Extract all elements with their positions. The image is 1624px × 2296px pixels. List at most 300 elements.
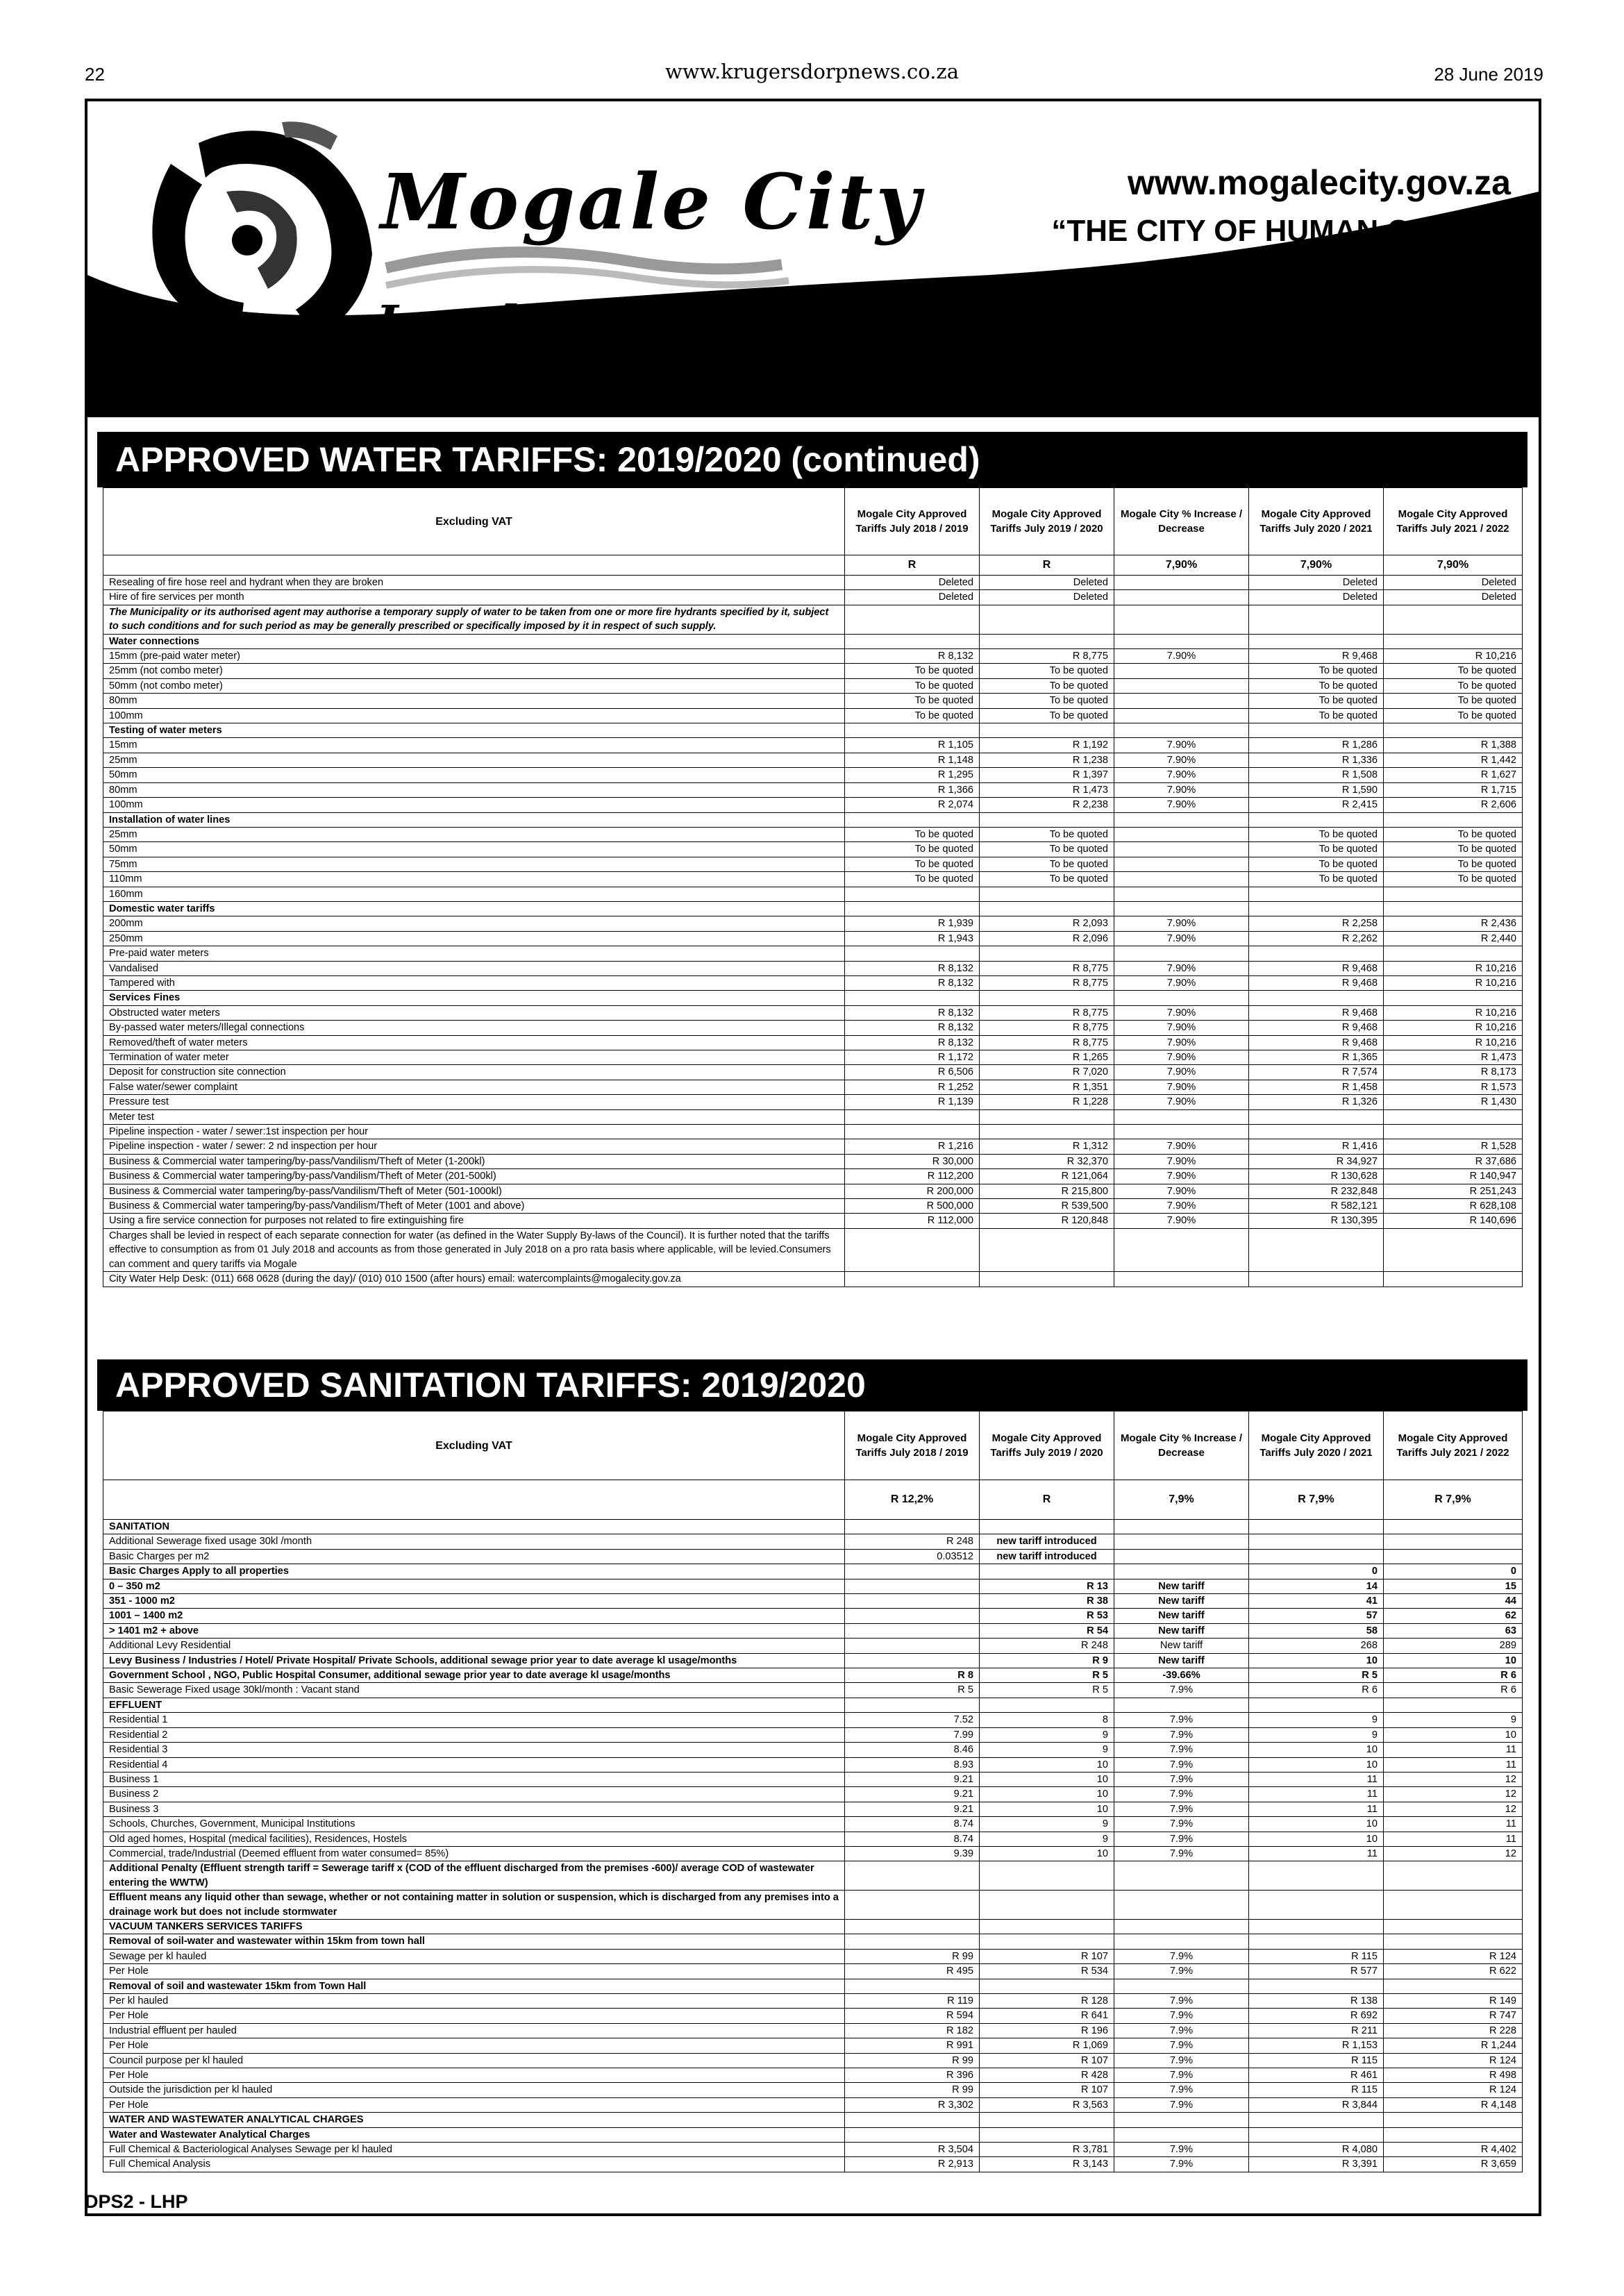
tariff-cell — [1249, 723, 1384, 738]
tariff-cell: R 99 — [845, 1949, 980, 1963]
row-label: Schools, Churches, Government, Municipal Institutions — [103, 1817, 845, 1832]
tariff-cell: 10 — [1384, 1653, 1523, 1668]
unit-cell — [103, 555, 845, 576]
tariff-cell: R 10,216 — [1384, 1035, 1523, 1050]
table-row — [103, 1021, 1523, 1035]
logo-subtitle: Local Municipality — [376, 296, 869, 351]
tariff-cell: R 8,775 — [980, 1035, 1114, 1050]
table-row — [103, 605, 1523, 634]
tariff-cell: 7.90% — [1114, 1065, 1249, 1080]
tariff-cell — [1249, 946, 1384, 961]
tariff-cell — [1384, 1979, 1523, 1993]
row-label: Old aged homes, Hospital (medical facilities), Residences, Hostels — [103, 1832, 845, 1846]
tariff-cell: R 128 — [980, 1994, 1114, 2009]
table-row — [103, 694, 1523, 708]
tariff-cell: R 8,775 — [980, 1005, 1114, 1020]
tariff-cell: R 1,442 — [1384, 753, 1523, 767]
tariff-cell: R 53 — [980, 1609, 1114, 1623]
tariff-cell — [1384, 1228, 1523, 1271]
tariff-cell: R 461 — [1249, 2068, 1384, 2083]
tariff-cell: R 115 — [1249, 1949, 1384, 1963]
tariff-cell — [1384, 1861, 1523, 1891]
tariff-cell: 7.90% — [1114, 931, 1249, 946]
row-label: 160mm — [103, 887, 845, 901]
tariff-cell: R 10,216 — [1384, 649, 1523, 664]
tariff-cell: 268 — [1249, 1639, 1384, 1653]
row-label: Sewage per kl hauled — [103, 1949, 845, 1963]
tariff-cell: R 121,064 — [980, 1169, 1114, 1184]
tariff-cell: 10 — [1249, 1832, 1384, 1846]
row-label: 50mm — [103, 768, 845, 782]
tariff-cell — [980, 723, 1114, 738]
row-label: Pressure test — [103, 1095, 845, 1109]
tariff-cell — [1114, 590, 1249, 605]
tariff-cell: To be quoted — [980, 857, 1114, 871]
table-row — [103, 798, 1523, 812]
tariff-cell — [1114, 664, 1249, 678]
tariff-cell — [1114, 1125, 1249, 1139]
tariff-cell: R 1,715 — [1384, 782, 1523, 797]
row-label: Vandalised — [103, 961, 845, 975]
tariff-cell: 7.9% — [1114, 2038, 1249, 2053]
row-label: Water and Wastewater Analytical Charges — [103, 2127, 845, 2142]
tariff-cell: 0 — [1249, 1564, 1384, 1579]
tariff-cell: new tariff introduced — [980, 1534, 1114, 1549]
tariff-cell: R 1,312 — [980, 1139, 1114, 1154]
tariff-cell: 8 — [980, 1713, 1114, 1727]
tariff-cell — [845, 1919, 980, 1934]
table-row — [103, 1065, 1523, 1080]
tariff-cell: R 3,659 — [1384, 2157, 1523, 2172]
table-row — [103, 1214, 1523, 1228]
table-row — [103, 1994, 1523, 2009]
header-year-3: Mogale City % Increase / Decrease — [1114, 488, 1249, 555]
tariff-cell: R 1,069 — [980, 2038, 1114, 2053]
header-year-5: Mogale City Approved Tariffs July 2021 / 2022 — [1384, 488, 1523, 555]
tariff-cell — [1114, 1934, 1249, 1949]
tariff-cell: 62 — [1384, 1609, 1523, 1623]
tariff-cell — [1384, 2127, 1523, 2142]
tariff-cell: 7.90% — [1114, 1154, 1249, 1168]
tariff-cell — [980, 634, 1114, 648]
row-label: 250mm — [103, 931, 845, 946]
tariff-cell: 7.90% — [1114, 649, 1249, 664]
tariff-cell: To be quoted — [845, 694, 980, 708]
tariff-cell: R 2,096 — [980, 931, 1114, 946]
tariff-cell: R 1,172 — [845, 1050, 980, 1065]
tariff-cell: 9 — [980, 1832, 1114, 1846]
column-header-row — [103, 488, 1523, 555]
tariff-cell: To be quoted — [845, 827, 980, 841]
tariff-cell: R 8,775 — [980, 649, 1114, 664]
table-row — [103, 1050, 1523, 1065]
tariff-cell: R 130,628 — [1249, 1169, 1384, 1184]
header-label: Excluding VAT — [103, 1411, 845, 1480]
table-row — [103, 1713, 1523, 1727]
tariff-cell: To be quoted — [845, 842, 980, 857]
tariff-cell — [1249, 1919, 1384, 1934]
tariff-cell: To be quoted — [845, 664, 980, 678]
tariff-cell: R 4,148 — [1384, 2097, 1523, 2112]
tariff-cell: To be quoted — [1384, 708, 1523, 723]
tariff-cell: R 37,686 — [1384, 1154, 1523, 1168]
tariff-cell: R 140,947 — [1384, 1169, 1523, 1184]
table-row — [103, 1639, 1523, 1653]
row-label: Removed/theft of water meters — [103, 1035, 845, 1050]
row-label: Business 2 — [103, 1787, 845, 1802]
tariff-cell: To be quoted — [980, 678, 1114, 693]
page-number: 22 — [85, 64, 105, 85]
tariff-cell: To be quoted — [1249, 678, 1384, 693]
tariff-cell — [845, 812, 980, 827]
tariff-cell: R 3,781 — [980, 2143, 1114, 2157]
tariff-cell — [1249, 1861, 1384, 1891]
tariff-cell: R 112,200 — [845, 1169, 980, 1184]
table-row — [103, 1623, 1523, 1638]
tariff-cell: 7.9% — [1114, 1772, 1249, 1786]
tariff-cell: To be quoted — [1384, 694, 1523, 708]
table-row — [103, 1817, 1523, 1832]
tariff-cell — [980, 887, 1114, 901]
tariff-cell — [845, 605, 980, 634]
tariff-cell: 8.46 — [845, 1743, 980, 1757]
municipality-website[interactable]: www.mogalecity.gov.za — [1128, 163, 1511, 202]
tariff-cell: R 1,573 — [1384, 1080, 1523, 1094]
header-year-2: Mogale City Approved Tariffs July 2019 / 2020 — [980, 488, 1114, 555]
tariff-cell: R 8,132 — [845, 975, 980, 990]
row-label: Full Chemical Analysis — [103, 2157, 845, 2172]
row-label: Testing of water meters — [103, 723, 845, 738]
tariff-cell: 10 — [1249, 1743, 1384, 1757]
tariff-cell: R 6,506 — [845, 1065, 980, 1080]
tariff-cell — [845, 1564, 980, 1579]
tariff-cell: R 5 — [1249, 1668, 1384, 1683]
tariff-cell: New tariff — [1114, 1609, 1249, 1623]
tariff-cell — [1384, 1520, 1523, 1534]
tariff-cell: 7.90% — [1114, 1169, 1249, 1184]
tariff-cell: R 1,627 — [1384, 768, 1523, 782]
tariff-cell — [1249, 1549, 1384, 1564]
row-label: 50mm — [103, 842, 845, 857]
unit-cell: 7,90% — [1249, 555, 1384, 576]
table-row — [103, 1668, 1523, 1683]
row-label: City Water Help Desk: (011) 668 0628 (during the day)/ (010) 010 1500 (after hours) email: watercomplaints@mogalecity.gov.za — [103, 1272, 845, 1287]
tariff-cell: R 2,913 — [845, 2157, 980, 2172]
tariff-cell: 9 — [980, 1727, 1114, 1742]
table-row — [103, 590, 1523, 605]
table-row — [103, 975, 1523, 990]
tariff-cell: To be quoted — [980, 827, 1114, 841]
table-row — [103, 1743, 1523, 1757]
tariff-cell: Deleted — [845, 590, 980, 605]
tariff-cell — [1114, 1564, 1249, 1579]
tariff-cell: R 2,415 — [1249, 798, 1384, 812]
table-row — [103, 576, 1523, 590]
tariff-cell: R 9,468 — [1249, 1021, 1384, 1035]
table-row — [103, 946, 1523, 961]
tariff-cell — [980, 1698, 1114, 1712]
tariff-cell — [1114, 991, 1249, 1005]
table-row — [103, 901, 1523, 916]
table-row — [103, 2113, 1523, 2127]
tariff-cell: R 8,132 — [845, 649, 980, 664]
tariff-cell: R 124 — [1384, 2083, 1523, 2097]
tariff-cell: R 115 — [1249, 2083, 1384, 2097]
tariff-cell: R 2,440 — [1384, 931, 1523, 946]
tariff-cell — [1249, 2113, 1384, 2127]
row-label: Basic Charges per m2 — [103, 1549, 845, 1564]
table-row — [103, 1727, 1523, 1742]
header-year-1: Mogale City Approved Tariffs July 2018 / 2019 — [845, 488, 980, 555]
tariff-cell — [845, 634, 980, 648]
tariff-cell: R 182 — [845, 2023, 980, 2038]
tariff-cell — [1114, 576, 1249, 590]
table-row — [103, 1035, 1523, 1050]
tariff-cell — [1384, 605, 1523, 634]
tariff-cell: R 396 — [845, 2068, 980, 2083]
tariff-cell — [1114, 1919, 1249, 1934]
table-row — [103, 782, 1523, 797]
tariff-cell: R 539,500 — [980, 1199, 1114, 1214]
tariff-cell: R 1,430 — [1384, 1095, 1523, 1109]
tariff-cell: R 112,000 — [845, 1214, 980, 1228]
tariff-cell: R 6 — [1384, 1683, 1523, 1698]
tariff-cell — [1249, 1272, 1384, 1287]
table-row — [103, 708, 1523, 723]
table-row — [103, 1698, 1523, 1712]
header-year-4: Mogale City Approved Tariffs July 2020 / 2021 — [1249, 1411, 1384, 1480]
tariff-cell: R 232,848 — [1249, 1184, 1384, 1198]
tariff-cell — [1249, 1520, 1384, 1534]
tariff-cell: R 3,143 — [980, 2157, 1114, 2172]
tariff-cell — [1384, 901, 1523, 916]
units-row — [103, 555, 1523, 576]
tariff-cell — [845, 1228, 980, 1271]
tariff-cell: R 99 — [845, 2053, 980, 2068]
table-row — [103, 842, 1523, 857]
tariff-cell — [1384, 634, 1523, 648]
tariff-cell: To be quoted — [980, 664, 1114, 678]
tariff-cell: 7.90% — [1114, 975, 1249, 990]
table-row — [103, 1139, 1523, 1154]
tariff-cell: R 196 — [980, 2023, 1114, 2038]
table-row — [103, 887, 1523, 901]
row-label: 100mm — [103, 798, 845, 812]
tariff-cell — [845, 887, 980, 901]
tariff-cell: R 3,302 — [845, 2097, 980, 2112]
tariff-cell — [1114, 1272, 1249, 1287]
tariff-cell: R 747 — [1384, 2009, 1523, 2023]
tariff-cell: 8.74 — [845, 1817, 980, 1832]
header-year-3: Mogale City % Increase / Decrease — [1114, 1411, 1249, 1480]
table-row — [103, 1109, 1523, 1124]
row-label: 80mm — [103, 782, 845, 797]
table-row — [103, 1564, 1523, 1579]
tariff-cell: 7.9% — [1114, 1727, 1249, 1742]
tariff-cell: 11 — [1249, 1846, 1384, 1861]
tariff-cell — [845, 901, 980, 916]
tariff-cell — [845, 1979, 980, 1993]
tariff-cell — [1114, 1698, 1249, 1712]
unit-cell: R — [980, 555, 1114, 576]
tariff-cell — [1384, 1934, 1523, 1949]
row-label: Hire of fire services per month — [103, 590, 845, 605]
tariff-cell — [980, 2113, 1114, 2127]
tariff-cell: R 9,468 — [1249, 1035, 1384, 1050]
tariff-cell: 7.9% — [1114, 1713, 1249, 1727]
tariff-cell — [1114, 946, 1249, 961]
tariff-cell: R 8,132 — [845, 1021, 980, 1035]
table-row — [103, 991, 1523, 1005]
tariff-cell: Deleted — [980, 576, 1114, 590]
tariff-cell: 9 — [980, 1743, 1114, 1757]
tariff-cell: 7.90% — [1114, 1080, 1249, 1094]
tariff-cell: R 107 — [980, 1949, 1114, 1963]
tariff-cell: 7.90% — [1114, 1184, 1249, 1198]
tariff-cell: R 140,696 — [1384, 1214, 1523, 1228]
row-label: Resealing of fire hose reel and hydrant when they are broken — [103, 576, 845, 590]
slogan: “THE CITY OF HUMAN ORIGIN” — [1051, 214, 1511, 248]
row-label: Levy Business / Industries / Hotel/ Private Hospital/ Private Schools, additional sewage prior year to date average kl usage/months — [103, 1653, 845, 1668]
tariff-cell: R 1,528 — [1384, 1139, 1523, 1154]
row-label: 110mm — [103, 872, 845, 887]
table-row — [103, 2038, 1523, 2053]
tariff-cell: R 1,265 — [980, 1050, 1114, 1065]
row-label: Per Hole — [103, 2068, 845, 2083]
tariff-cell: 11 — [1384, 1832, 1523, 1846]
tariff-cell: To be quoted — [1384, 857, 1523, 871]
tariff-cell: R 9,468 — [1249, 649, 1384, 664]
tariff-cell: To be quoted — [1249, 842, 1384, 857]
unit-cell: 7,90% — [1384, 555, 1523, 576]
tariff-cell — [845, 1653, 980, 1668]
header-year-2: Mogale City Approved Tariffs July 2019 / 2020 — [980, 1411, 1114, 1480]
tariff-cell: R 9,468 — [1249, 961, 1384, 975]
tariff-cell: Deleted — [1249, 576, 1384, 590]
table-row — [103, 1534, 1523, 1549]
tariff-cell: R 107 — [980, 2053, 1114, 2068]
tariff-cell: R 54 — [980, 1623, 1114, 1638]
tariff-cell: 9.21 — [845, 1772, 980, 1786]
tariff-cell — [980, 1564, 1114, 1579]
tariff-cell: R 2,436 — [1384, 916, 1523, 931]
tariff-cell: 7.9% — [1114, 1964, 1249, 1979]
tariff-cell: R 99 — [845, 2083, 980, 2097]
tariff-cell — [1384, 1534, 1523, 1549]
tariff-cell: R 1,153 — [1249, 2038, 1384, 2053]
tariff-cell — [845, 991, 980, 1005]
tariff-cell — [980, 946, 1114, 961]
table-row — [103, 1154, 1523, 1168]
tariff-cell: 10 — [1384, 1727, 1523, 1742]
tariff-cell: 7.90% — [1114, 1021, 1249, 1035]
row-label: Removal of soil and wastewater 15km from Town Hall — [103, 1979, 845, 1993]
tariff-cell: 9 — [1249, 1727, 1384, 1742]
row-label: 100mm — [103, 708, 845, 723]
tariff-cell — [980, 605, 1114, 634]
tariff-cell: 11 — [1249, 1787, 1384, 1802]
tariff-cell: 9.21 — [845, 1787, 980, 1802]
tariff-cell: 7.9% — [1114, 1846, 1249, 1861]
tariff-cell: R 1,244 — [1384, 2038, 1523, 2053]
tariff-cell: R 115 — [1249, 2053, 1384, 2068]
tariff-cell: 7.90% — [1114, 961, 1249, 975]
tariff-cell: R 9,468 — [1249, 1005, 1384, 1020]
tariff-cell: R 2,093 — [980, 916, 1114, 931]
tariff-cell — [1114, 827, 1249, 841]
table-row — [103, 1579, 1523, 1593]
tariff-cell — [1249, 887, 1384, 901]
unit-cell: 7,9% — [1114, 1480, 1249, 1520]
tariff-cell: 12 — [1384, 1787, 1523, 1802]
tariff-cell — [845, 1520, 980, 1534]
tariff-cell: New tariff — [1114, 1639, 1249, 1653]
tariff-cell: R 13 — [980, 1579, 1114, 1593]
tariff-cell: To be quoted — [1249, 664, 1384, 678]
tariff-cell: 63 — [1384, 1623, 1523, 1638]
tariff-cell: R 30,000 — [845, 1154, 980, 1168]
table-row — [103, 916, 1523, 931]
tariff-cell: R 38 — [980, 1594, 1114, 1609]
row-label: Per Hole — [103, 2009, 845, 2023]
newspaper-website[interactable]: www.krugersdorpnews.co.za — [664, 60, 960, 83]
table-row — [103, 1228, 1523, 1271]
tariff-cell: R 991 — [845, 2038, 980, 2053]
tariff-cell: R 428 — [980, 2068, 1114, 2083]
tariff-cell — [1249, 1891, 1384, 1920]
tariff-cell: 7.9% — [1114, 2157, 1249, 2172]
tariff-cell — [980, 1979, 1114, 1993]
header-year-5: Mogale City Approved Tariffs July 2021 / 2022 — [1384, 1411, 1523, 1480]
unit-cell: R 7,9% — [1249, 1480, 1384, 1520]
tariff-cell — [845, 1891, 980, 1920]
tariff-cell — [1384, 1272, 1523, 1287]
tariff-cell — [1114, 1228, 1249, 1271]
row-label: Deposit for construction site connection — [103, 1065, 845, 1080]
tariff-cell: 9.21 — [845, 1802, 980, 1816]
tariff-cell — [1249, 2127, 1384, 2142]
tariff-cell — [1249, 1698, 1384, 1712]
row-label: Industrial effluent per hauled — [103, 2023, 845, 2038]
tariff-cell: To be quoted — [980, 708, 1114, 723]
row-label: Effluent means any liquid other than sewage, whether or not containing matter in solution or suspension, which is discharged from any premises into a drainage work but does not include stormwater — [103, 1891, 845, 1920]
tariff-cell: R 8 — [845, 1668, 980, 1683]
row-label: 80mm — [103, 694, 845, 708]
tariff-cell: R 211 — [1249, 2023, 1384, 2038]
row-label: Business & Commercial water tampering/by-pass/Vandilism/Theft of Meter (501-1000kl) — [103, 1184, 845, 1198]
tariff-cell: 9 — [980, 1817, 1114, 1832]
tariff-cell: 11 — [1249, 1772, 1384, 1786]
tariff-cell — [845, 1609, 980, 1623]
table-row — [103, 2157, 1523, 2172]
tariff-cell: 11 — [1384, 1743, 1523, 1757]
row-label: WATER AND WASTEWATER ANALYTICAL CHARGES — [103, 2113, 845, 2127]
tariff-cell: R 1,192 — [980, 738, 1114, 753]
row-label: 0 – 350 m2 — [103, 1579, 845, 1593]
tariff-cell: R 228 — [1384, 2023, 1523, 2038]
row-label: Per kl hauled — [103, 1994, 845, 2009]
table-row — [103, 1683, 1523, 1698]
table-row — [103, 812, 1523, 827]
table-row — [103, 2097, 1523, 2112]
tariff-cell — [980, 1861, 1114, 1891]
tariff-cell: R 594 — [845, 2009, 980, 2023]
table-row — [103, 1846, 1523, 1861]
tariff-cell: To be quoted — [980, 872, 1114, 887]
tariff-cell: To be quoted — [1384, 678, 1523, 693]
tariff-cell: R 1,139 — [845, 1095, 980, 1109]
tariff-cell: R 8,132 — [845, 1005, 980, 1020]
